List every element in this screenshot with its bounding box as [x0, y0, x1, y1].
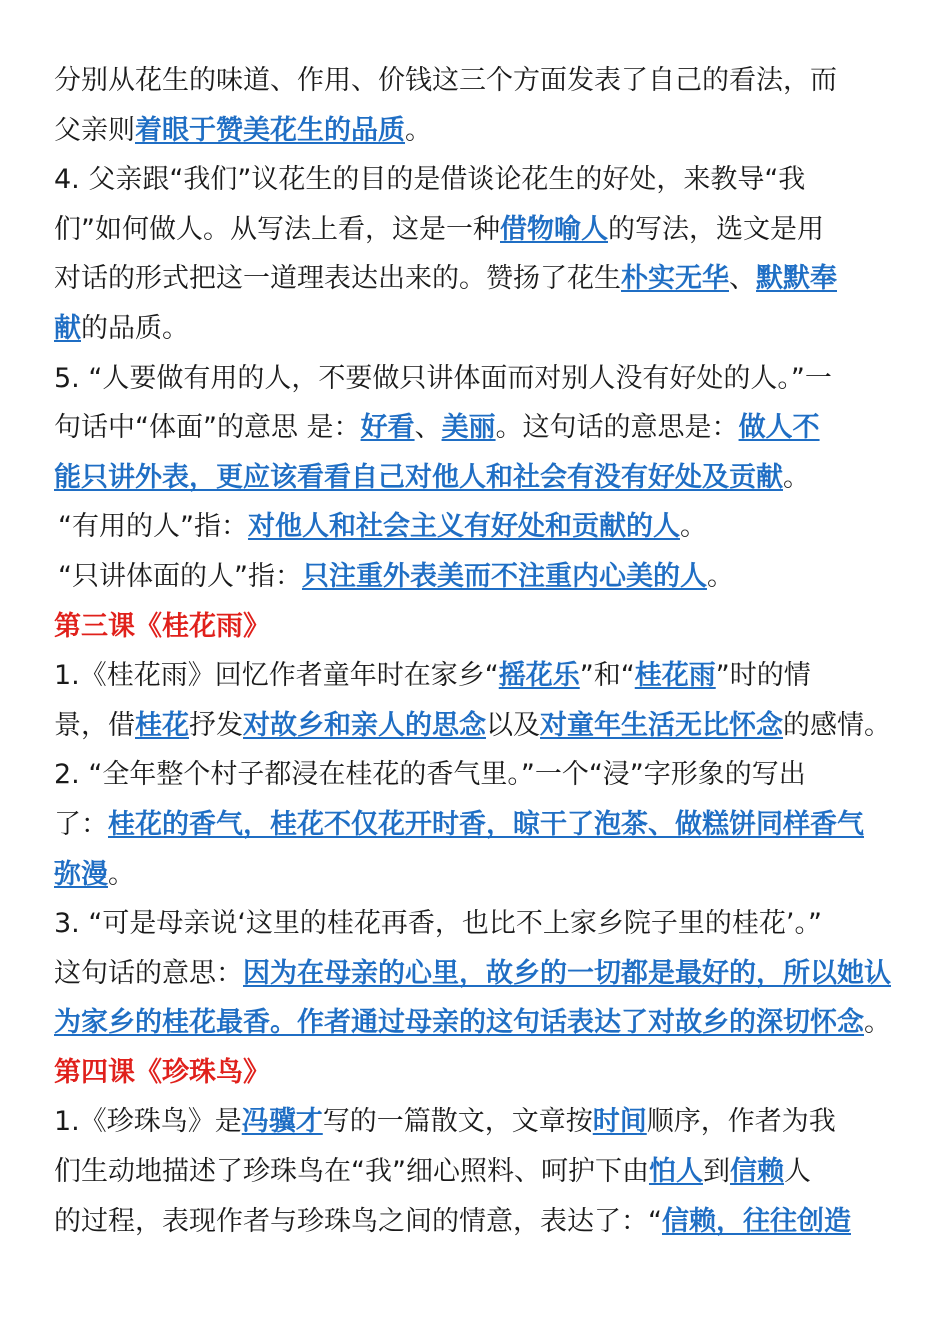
body-text: 、: [729, 263, 756, 295]
text-line: [54, 998, 900, 1048]
answer-highlight: 为家乡的桂花最香。作者通过母亲的这句话表达了对故乡的深切怀念: [54, 1007, 864, 1039]
section-heading: [54, 602, 900, 652]
text-line: [54, 354, 900, 404]
answer-highlight: 朴实无华: [621, 263, 729, 295]
answer-highlight: 信赖，往往创造: [662, 1205, 851, 1237]
answer-highlight: 桂花雨: [634, 660, 716, 692]
text-line: [54, 453, 900, 503]
text-line: [54, 899, 900, 949]
text-line: [54, 205, 900, 255]
answer-highlight: 因为在母亲的心里，故乡的一切都是最好的，所以她认: [243, 957, 891, 989]
text-line: [54, 850, 900, 900]
answer-highlight: 做人不: [738, 412, 820, 444]
section-heading: [54, 1048, 900, 1098]
answer-highlight: 默默奉: [756, 263, 837, 295]
body-text: 。: [405, 114, 432, 146]
answer-highlight: 献: [54, 312, 81, 344]
text-line: [54, 254, 900, 304]
body-text: 3. “可是母亲说‘这里的桂花再香，也比不上家乡院子里的桂花’。”: [54, 908, 822, 940]
body-text: 分别从花生的味道、作用、价钱这三个方面发表了自己的看法，而: [54, 65, 837, 96]
answer-highlight: 桂花的香气，桂花不仅花开时香，晾干了泡茶、做糕饼同样香气: [108, 808, 864, 840]
body-text: 们生动地描述了珍珠鸟在“我”细心照料、呵护下由: [54, 1156, 649, 1188]
answer-highlight: 怕人: [648, 1156, 703, 1188]
body-text: 的写法，选文是用: [608, 213, 824, 245]
body-text: 对话的形式把这一道理表达出来的。赞扬了花生: [54, 263, 621, 295]
answer-highlight: 弥漫: [54, 858, 108, 890]
body-text: 以及: [486, 709, 540, 741]
body-text: 4. 父亲跟“我们”议花生的目的是借谈论花生的好处，来教导“我: [54, 164, 806, 196]
body-text: 。: [108, 858, 135, 890]
body-text: 、: [414, 412, 442, 444]
text-line: [54, 304, 900, 354]
body-text: 2. “全年整个村子都浸在桂花的香气里。”一个“浸”字形象的写出: [54, 759, 806, 791]
body-text: ”和“: [579, 660, 635, 692]
answer-highlight: 借物喻人: [500, 213, 608, 245]
heading-text: 第四课《珍珠鸟》: [54, 1056, 270, 1088]
body-text: 5. “人要做有用的人，不要做只讲体面而对别人没有好处的人。”一: [54, 362, 832, 394]
text-line: [54, 1147, 900, 1197]
body-text: “只讲体面的人”指：: [58, 560, 302, 592]
text-line: [54, 800, 900, 850]
body-text: 抒发: [189, 709, 243, 741]
document-body: [54, 56, 900, 1246]
answer-highlight: 好看: [360, 412, 415, 444]
body-text: 父亲则: [54, 114, 135, 146]
body-text: 的品质。: [81, 312, 189, 344]
body-text: 。: [864, 1007, 891, 1039]
body-text: ”时的情: [715, 660, 811, 692]
body-text: “有用的人”指：: [58, 511, 248, 543]
answer-highlight: 对童年生活无比怀念: [540, 709, 783, 741]
text-line: [54, 949, 900, 999]
answer-highlight: 美丽: [441, 412, 496, 444]
heading-text: 第三课《桂花雨》: [54, 610, 270, 642]
answer-highlight: 只注重外表美而不注重内心美的人: [301, 560, 707, 592]
text-line: [54, 750, 900, 800]
body-text: 。这句话的意思是：: [495, 412, 739, 444]
answer-highlight: 对他人和社会主义有好处和贡献的人: [247, 511, 680, 543]
answer-highlight: 能只讲外表，更应该看看自己对他人和社会有没有好处及贡献: [54, 461, 783, 493]
body-text: 句话中“体面”的意思 是：: [54, 412, 361, 444]
body-text: 们”如何做人。从写法上看，这是一种: [54, 213, 500, 245]
text-line: [54, 701, 900, 751]
answer-highlight: 着眼于赞美花生的品质: [135, 114, 405, 146]
body-text: 的过程，表现作者与珍珠鸟之间的情意，表达了：“: [54, 1205, 662, 1237]
body-text: 1.《珍珠鸟》是: [54, 1106, 242, 1138]
text-line: [54, 106, 900, 156]
text-line: [54, 1097, 900, 1147]
text-line: [54, 56, 900, 106]
text-line: [54, 502, 900, 552]
body-text: 写的一篇散文，文章按: [322, 1106, 593, 1138]
answer-highlight: 摇花乐: [498, 660, 580, 692]
text-line: [54, 155, 900, 205]
answer-highlight: 时间: [592, 1106, 647, 1138]
answer-highlight: 对故乡和亲人的思念: [243, 709, 486, 741]
answer-highlight: 冯骥才: [241, 1106, 323, 1138]
answer-highlight: 桂花: [135, 709, 189, 741]
text-line: [54, 651, 900, 701]
body-text: 人: [783, 1156, 811, 1188]
body-text: 的感情。: [783, 709, 891, 741]
body-text: 顺序，作者为我: [646, 1106, 836, 1138]
body-text: 1.《桂花雨》回忆作者童年时在家乡“: [54, 660, 499, 692]
body-text: 了：: [54, 808, 108, 840]
text-line: [54, 1197, 900, 1247]
text-line: [54, 403, 900, 453]
body-text: 。: [679, 511, 707, 543]
body-text: 到: [702, 1156, 730, 1188]
text-line: [54, 552, 900, 602]
body-text: 。: [706, 560, 734, 592]
body-text: 这句话的意思：: [54, 957, 243, 989]
answer-highlight: 信赖: [729, 1156, 784, 1188]
body-text: 景，借: [54, 709, 135, 741]
body-text: 。: [783, 461, 810, 493]
